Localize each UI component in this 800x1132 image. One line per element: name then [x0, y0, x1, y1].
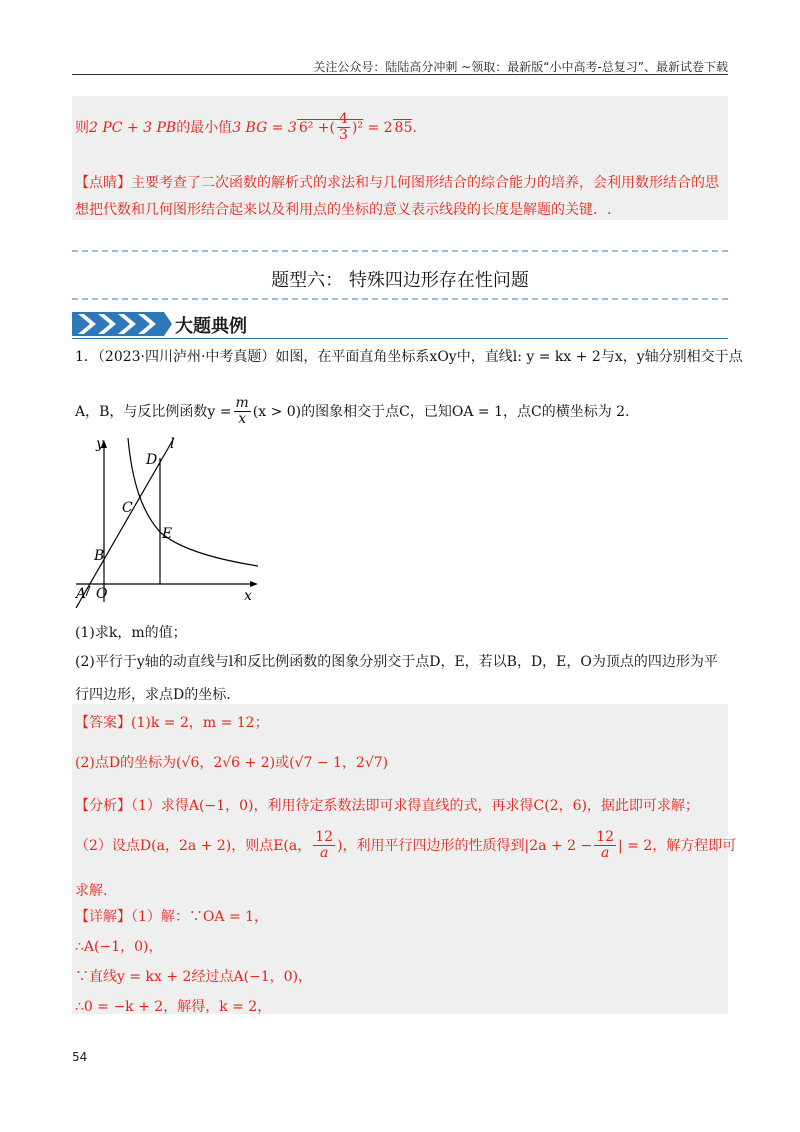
fraction	[337, 112, 350, 144]
question1: (1)求k，m的值；	[75, 625, 187, 641]
problem-line2	[75, 396, 630, 428]
result-sqrt: 85	[394, 119, 413, 136]
frac-num: 12	[596, 829, 615, 845]
label-E: E	[162, 526, 173, 542]
analysis-line3: 求解.	[75, 883, 108, 899]
label-A: A	[76, 586, 87, 602]
frac-num: 4	[339, 111, 348, 127]
question2-line2: 行四边形，求点D的坐标.	[75, 687, 231, 703]
problem-line1: 1．（2023·四川泸州·中考真题）如图，在平面直角坐标系xOy中，直线l: y = kx + 2与x，y轴分别相交于点	[75, 349, 743, 365]
coordinate-figure	[70, 432, 270, 608]
answer-line1	[75, 712, 269, 732]
detail-line1	[75, 906, 268, 926]
banner-rule	[72, 338, 728, 339]
problem-line2b: (x > 0)的图象相交于点C，已知OA = 1，点C的横坐标为 2.	[252, 403, 630, 420]
result-prefix: 则	[75, 119, 89, 136]
frac-num: m	[235, 395, 249, 411]
detail-line4: ∴0 = −k + 2，解得，k = 2，	[75, 999, 272, 1015]
problem-fraction	[234, 396, 251, 428]
analysis-line2	[75, 830, 736, 862]
label-B: B	[94, 548, 105, 564]
result-radical: 6² +( $\frac{4}{3}$ )²	[298, 111, 363, 144]
analysis-line1	[75, 795, 699, 815]
label-l: l	[170, 436, 175, 452]
answer-label: 【答案】	[75, 715, 131, 731]
label-O: O	[96, 586, 108, 602]
detail-1: （1）解：∵OA = 1，	[131, 909, 269, 925]
label-D: D	[146, 452, 158, 468]
question2-line1: (2)平行于y轴的动直线与l和反比例函数的图象分别交于点D，E，若以B，D，E，O为顶点的四边形为平	[75, 654, 718, 670]
detail-line2: ∴A(−1，0)，	[75, 939, 163, 955]
comment-line1	[75, 172, 719, 192]
comment-label: 【点睛】	[75, 175, 131, 191]
result-expr2: 3 BG = 3	[232, 119, 297, 136]
comment-line2: 想把代数和几何图形结合起来以及利用点的坐标的意义表示线段的长度是解题的关键．.	[75, 202, 612, 218]
analysis-fraction-2	[594, 830, 616, 862]
page-number: 54	[72, 1050, 88, 1064]
detail-line3: ∵直线y = kx + 2经过点A(−1，0)，	[75, 969, 313, 985]
banner-arrows-icon	[72, 308, 728, 340]
analysis-label: 【分析】	[75, 798, 131, 814]
result-mid: 的最小值	[176, 119, 233, 136]
section-divider-bottom	[72, 298, 728, 300]
label-x: x	[244, 588, 252, 604]
detail-label: 【详解】	[75, 909, 131, 925]
analysis-2c: | = 2，解方程即可	[618, 837, 737, 854]
banner-label: 大题典例	[175, 316, 247, 337]
analysis-1: （1）求得A(−1，0)，利用待定系数法即可求得直线的式，再求得C(2，6)，据此即可求解；	[131, 798, 699, 814]
problem-line2a: A，B，与反比例函数y =	[75, 403, 232, 420]
frac-num: 12	[315, 829, 334, 845]
frac-den: a	[600, 845, 610, 862]
frac-den: a	[319, 845, 329, 862]
answer-line2: (2)点D的坐标为(√6，2√6 + 2)或(√7 − 1，2√7)	[75, 755, 389, 771]
header-rule	[72, 74, 728, 75]
result-line	[75, 112, 417, 144]
answer-1: (1)k = 2，m = 12；	[131, 715, 269, 731]
analysis-2a: （2）设点D(a，2a + 2)，则点E(a，	[75, 837, 312, 854]
section-title: 题型六： 特殊四边形存在性问题	[271, 270, 529, 291]
analysis-fraction-1	[313, 830, 335, 862]
page-header: 关注公众号：陆陆高分冲刺 ~领取：最新版“小中高考-总复习”、最新试卷下载	[313, 60, 728, 74]
result-expr: 2 PC + 3 PB	[89, 119, 177, 136]
label-C: C	[122, 500, 133, 516]
frac-den: x	[238, 411, 247, 428]
section-divider	[72, 250, 728, 252]
result-eq: = 2	[367, 119, 393, 136]
frac-den: 3	[339, 127, 348, 144]
comment-text1: 主要考查了二次函数的解析式的求法和与几何图形结合的综合能力的培养，会利用数形结合的思	[131, 175, 719, 191]
label-y: y	[96, 436, 104, 452]
radicand: 6² +	[298, 119, 330, 136]
analysis-2b: )，利用平行四边形的性质得到|2a + 2 −	[337, 837, 593, 854]
result-end: .	[412, 119, 417, 136]
